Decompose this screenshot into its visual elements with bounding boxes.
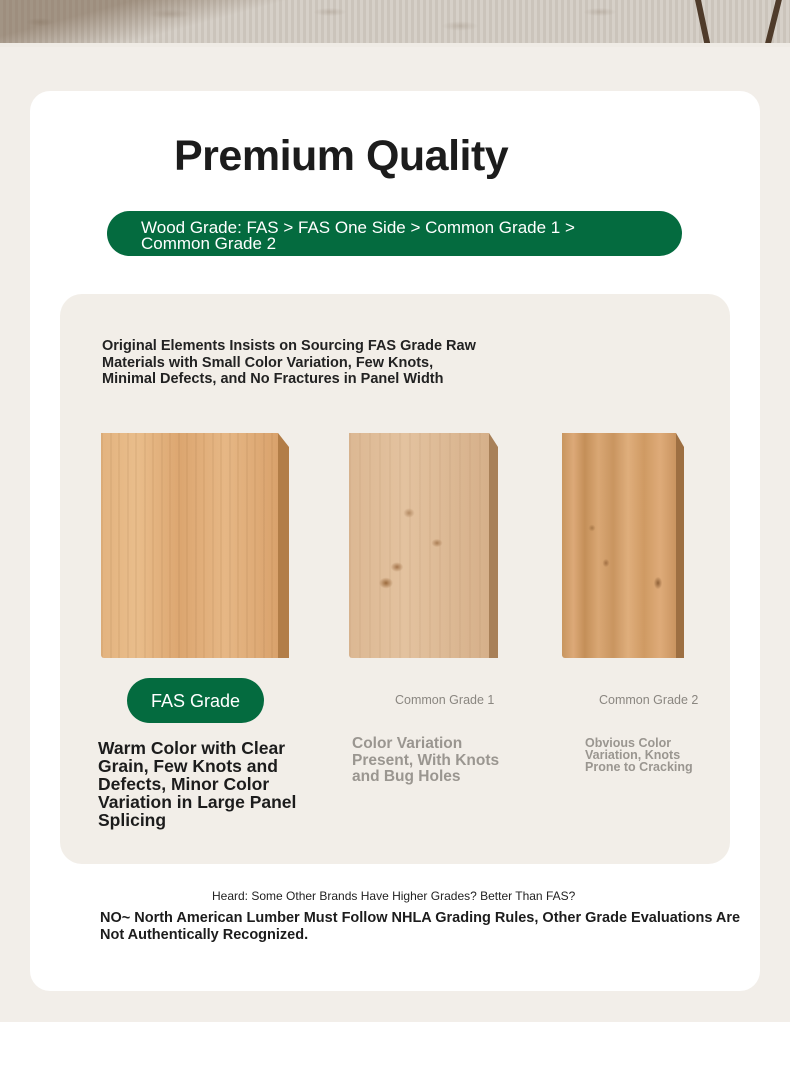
fas-grade-badge: FAS Grade (127, 678, 264, 723)
grade-order-banner (107, 211, 682, 256)
common-grade-2-label: Common Grade 2 (599, 693, 699, 707)
intro-text: Original Elements Insists on Sourcing FAS Grade Raw Materials with Small Color Variation, Few Knots, Minimal Defects, and No Fractures in Panel Width (102, 338, 476, 387)
fas-wood-sample (101, 433, 289, 658)
grading-answer: NO~ North American Lumber Must Follow NHLA Grading Rules, Other Grade Evaluations Are Not Authentically Recognized. (100, 910, 741, 943)
page-title: Premium Quality (174, 132, 509, 180)
common-grade-1-wood-sample (349, 433, 498, 658)
fas-grade-description: Warm Color with Clear Grain, Few Knots and Defects, Minor Color Variation in Large Panel Splicing (98, 738, 297, 830)
grading-question: Heard: Some Other Brands Have Higher Grades? Better Than FAS? (212, 889, 576, 903)
common-grade-2-description: Obvious Color Variation, Knots Prone to Cracking (585, 736, 693, 774)
wood-board-face (562, 433, 676, 658)
grade-order-text: Wood Grade: FAS > FAS One Side > Common Grade 1 > Common Grade 2 (141, 218, 575, 253)
common-grade-2-wood-sample (562, 433, 684, 658)
common-grade-1-description: Color Variation Present, With Knots and Bug Holes (352, 735, 500, 785)
wood-board-face (349, 433, 489, 658)
wood-board-face (101, 433, 278, 658)
rug-texture (0, 0, 790, 47)
wood-board-edge (278, 433, 289, 658)
wood-board-edge (489, 433, 498, 658)
common-grade-1-label: Common Grade 1 (395, 693, 495, 707)
wood-board-edge (676, 433, 684, 658)
header-photo-strip (0, 0, 790, 47)
